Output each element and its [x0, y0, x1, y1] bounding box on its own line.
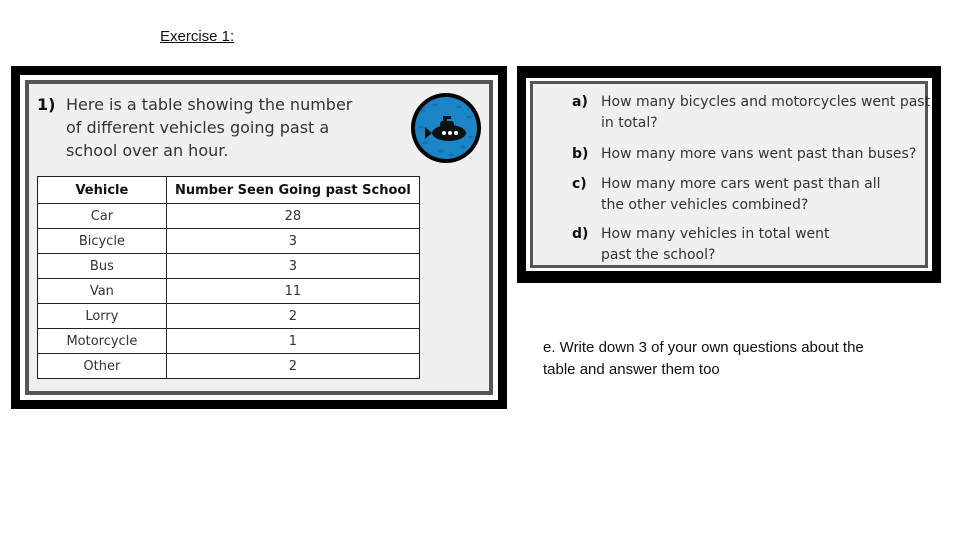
- count-cell: 2: [166, 354, 419, 379]
- vehicle-cell: Bicycle: [38, 229, 167, 254]
- question-text: How many more cars went past than all the other vehicles combined?: [601, 176, 881, 213]
- table-row: [38, 204, 420, 229]
- question-number: 1): [37, 95, 56, 114]
- table-header-row: [38, 177, 420, 204]
- table-row: [38, 354, 420, 379]
- table-row: [38, 304, 420, 329]
- question-text: How many bicycles and motorcycles went past in total?: [601, 94, 931, 131]
- vehicle-cell: Van: [38, 279, 167, 304]
- vehicle-table: [37, 176, 420, 379]
- count-cell: 11: [166, 279, 419, 304]
- count-cell: 3: [166, 229, 419, 254]
- table-row: [38, 229, 420, 254]
- vehicle-cell: Bus: [38, 254, 167, 279]
- vehicle-cell: Car: [38, 204, 167, 229]
- table-row: [38, 279, 420, 304]
- question-text: How many vehicles in total went past the school?: [601, 226, 830, 263]
- submarine-badge: [411, 93, 481, 163]
- count-cell: 3: [166, 254, 419, 279]
- vehicle-cell: Lorry: [38, 304, 167, 329]
- count-cell: 2: [166, 304, 419, 329]
- count-cell: 1: [166, 329, 419, 354]
- vehicle-cell: Other: [38, 354, 167, 379]
- submarine-icon: [415, 97, 477, 159]
- count-cell: 28: [166, 204, 419, 229]
- question-label: d): [572, 226, 589, 242]
- question-prompt: Here is a table showing the number of different vehicles going past a school over an hour.: [66, 95, 353, 160]
- question-label: a): [572, 94, 588, 110]
- question-text: How many more vans went past than buses?: [601, 146, 917, 162]
- header-vehicle: Vehicle: [38, 177, 167, 204]
- vehicle-cell: Motorcycle: [38, 329, 167, 354]
- header-number-seen: Number Seen Going past School: [166, 177, 419, 204]
- table-row: [38, 254, 420, 279]
- extra-task: e. Write down 3 of your own questions about the table and answer them too: [543, 339, 864, 378]
- exercise-title: Exercise 1:: [160, 28, 235, 45]
- table-row: [38, 329, 420, 354]
- question-label: b): [572, 146, 589, 162]
- question-label: c): [572, 176, 587, 192]
